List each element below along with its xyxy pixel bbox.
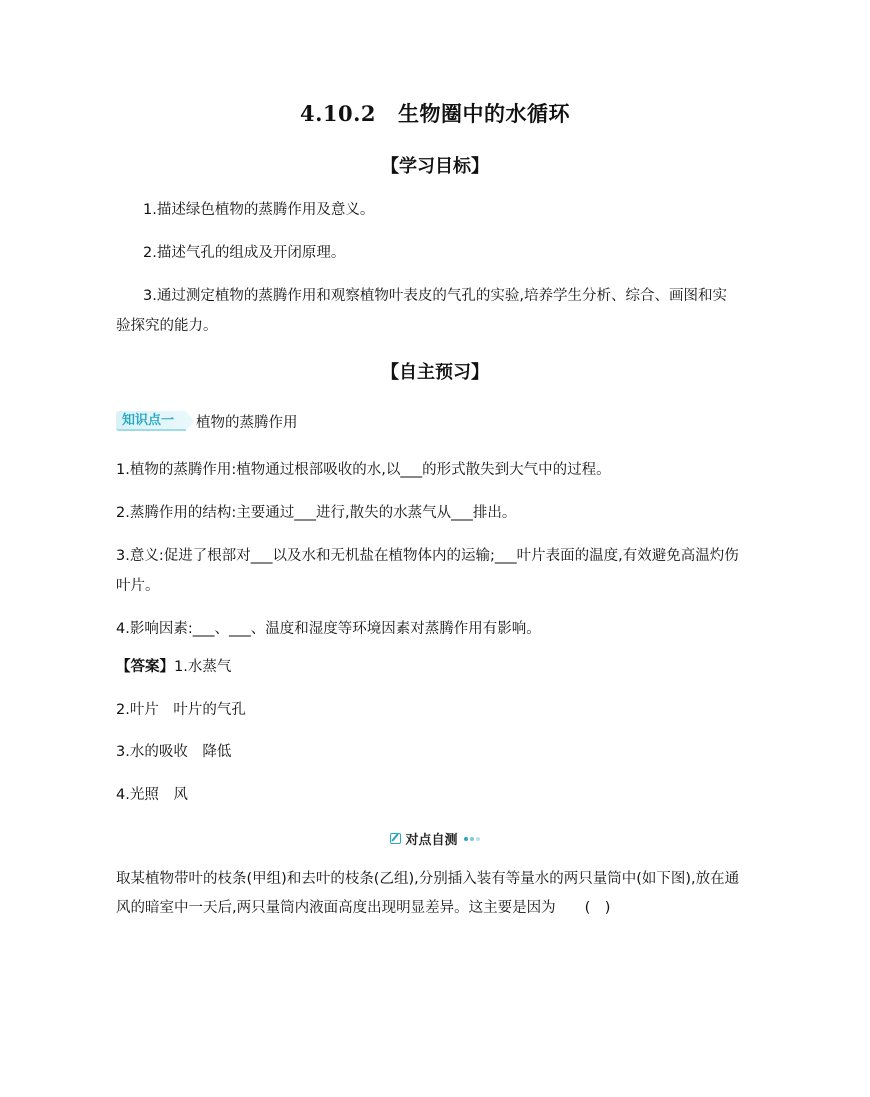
goals-heading: 【学习目标】 bbox=[381, 156, 489, 177]
knowledge-point-badge: 知识点一 bbox=[116, 411, 186, 431]
answer-2: 2.叶片 叶片的气孔 bbox=[116, 702, 246, 718]
answer-1: 1.水蒸气 bbox=[174, 659, 232, 675]
preview-point-3-cont: 叶片。 bbox=[116, 578, 160, 594]
preview-point-1: 1.植物的蒸腾作用:植物通过根部吸收的水,以___的形式散失到大气中的过程。 bbox=[116, 462, 611, 478]
answer-label: 【答案】 bbox=[116, 659, 174, 675]
goal-item-1: 1.描述绿色植物的蒸腾作用及意义。 bbox=[143, 202, 375, 218]
knowledge-point-row bbox=[116, 410, 298, 432]
preview-heading: 【自主预习】 bbox=[381, 362, 489, 383]
question-line-1: 取某植物带叶的枝条(甲组)和去叶的枝条(乙组),分别插入装有等量水的两只量筒中(如下图),放在通 bbox=[116, 871, 740, 887]
title-text: 生物圈中的水循环 bbox=[398, 101, 571, 126]
self-test-title: 对点自测 bbox=[405, 833, 458, 848]
goal-item-3-cont: 验探究的能力。 bbox=[116, 318, 218, 334]
goal-item-2: 2.描述气孔的组成及开闭原理。 bbox=[143, 245, 346, 261]
pencil-icon bbox=[390, 833, 401, 844]
preview-point-3: 3.意义:促进了根部对___以及水和无机盐在植物体内的运输;___叶片表面的温度,有效避免高温灼伤 bbox=[116, 548, 739, 564]
page-title bbox=[0, 98, 870, 128]
preview-point-4: 4.影响因素:___、___、温度和湿度等环境因素对蒸腾作用有影响。 bbox=[116, 621, 541, 637]
answer-line-1 bbox=[116, 657, 231, 677]
dots-icon bbox=[464, 837, 480, 841]
answer-3: 3.水的吸收 降低 bbox=[116, 744, 232, 760]
knowledge-point-topic: 植物的蒸腾作用 bbox=[196, 414, 298, 431]
question-line-2: 风的暗室中一天后,两只量筒内液面高度出现明显差异。这主要是因为 ( ) bbox=[116, 900, 611, 916]
title-number: 4.10.2 bbox=[299, 101, 377, 126]
preview-point-2: 2.蒸腾作用的结构:主要通过___进行,散失的水蒸气从___排出。 bbox=[116, 505, 517, 521]
goal-item-3: 3.通过测定植物的蒸腾作用和观察植物叶表皮的气孔的实验,培养学生分析、综合、画图和实 bbox=[143, 288, 727, 304]
answer-4: 4.光照 风 bbox=[116, 787, 188, 803]
self-test-heading bbox=[0, 829, 870, 848]
